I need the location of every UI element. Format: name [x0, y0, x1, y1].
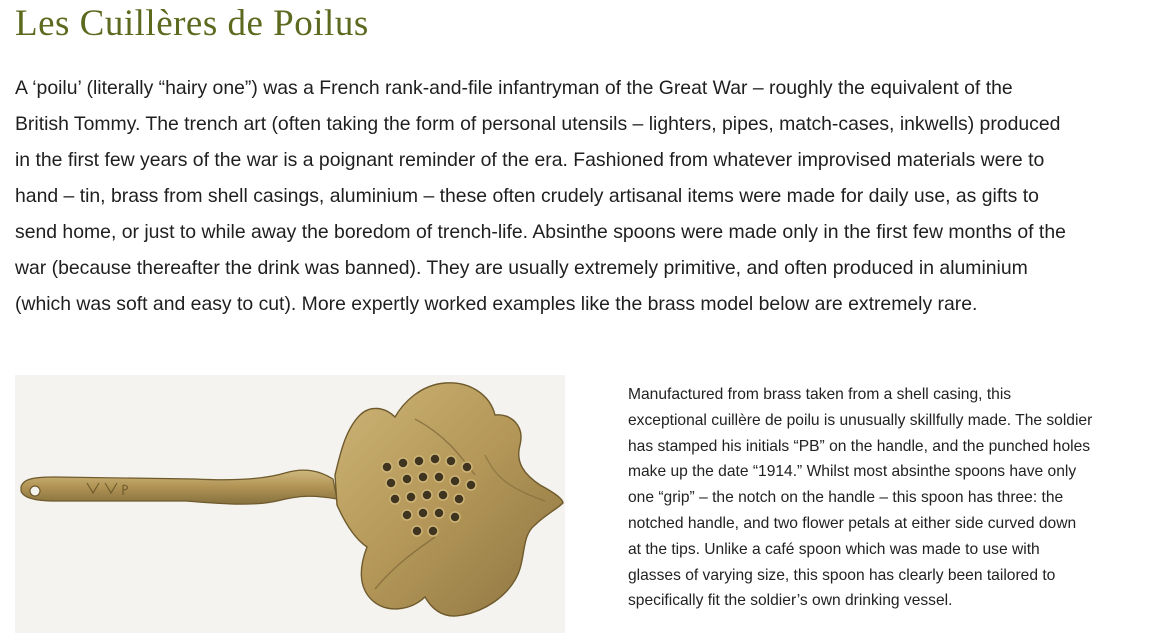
caption-line: one “grip” – the notch on the handle – this spoon has three: the [628, 489, 1064, 507]
intro-line: A ‘poilu’ (literally “hairy one”) was a French rank-and-file infantryman of the Great War – roughly the equivalent of the [15, 77, 1013, 99]
intro-line: British Tommy. The trench art (often taking the form of personal utensils – lighters, pipes, match-cases, inkwells) produced [15, 113, 1061, 135]
caption-line: Manufactured from brass taken from a shell casing, this [628, 386, 1012, 403]
caption-line: exceptional cuillère de poilu is unusually skillfully made. The soldier [628, 411, 1093, 429]
brass-spoon-image [15, 375, 565, 633]
caption-line: notched handle, and two flower petals at either side curved down [628, 514, 1077, 532]
intro-line: war (because thereafter the drink was banned). They are usually extremely primitive, and often produced in aluminium [15, 257, 1028, 279]
intro-line: hand – tin, brass from shell casings, aluminium – these often crudely artisanal items were made for daily use, as gifts to [15, 185, 1039, 207]
caption-line: make up the date “1914.” Whilst most absinthe spoons have only [628, 463, 1077, 481]
photo-caption [628, 382, 1128, 614]
caption-line: specifically fit the soldier’s own drinking vessel. [628, 592, 953, 610]
intro-line: send home, or just to while away the boredom of trench-life. Absinthe spoons were made only in the first few months of the [15, 221, 1066, 243]
caption-line: at the tips. Unlike a café spoon which was made to use with [628, 540, 1040, 558]
intro-line: (which was soft and easy to cut). More expertly worked examples like the brass model below are extremely rare. [15, 293, 978, 315]
page-title: Les Cuillères de Poilus [15, 3, 369, 44]
intro-paragraph [15, 70, 1163, 322]
caption-line: has stamped his initials “PB” on the handle, and the punched holes [628, 437, 1091, 455]
caption-line: glasses of varying size, this spoon has clearly been tailored to [628, 566, 1056, 584]
spoon-photo [15, 375, 565, 633]
intro-line: in the first few years of the war is a poignant reminder of the era. Fashioned from whatever improvised materials were to [15, 149, 1045, 171]
